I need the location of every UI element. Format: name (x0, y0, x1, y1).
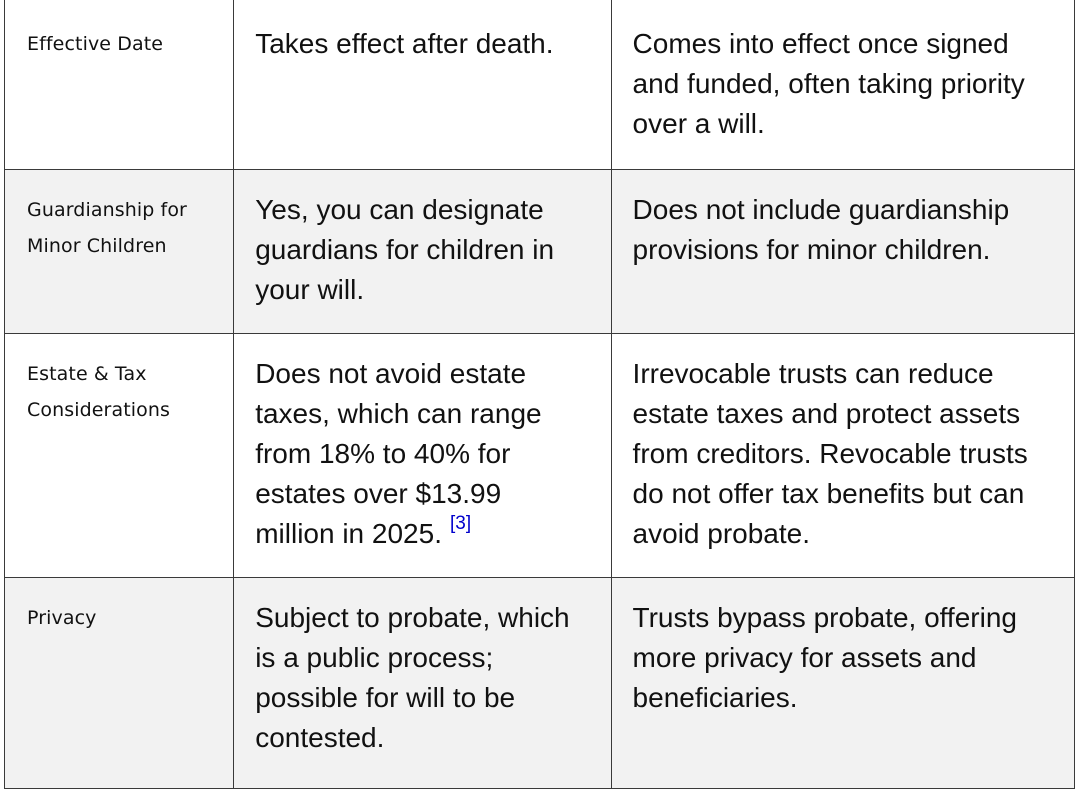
trust-text: Comes into effect once signed and funded, often taking priority over a will. (632, 28, 1025, 139)
trust-text: Does not include guardianship provisions for minor children. (632, 194, 1010, 265)
will-text: Yes, you can designate guardians for children in your will. (255, 194, 555, 305)
trust-cell (611, 334, 1074, 578)
will-cell (234, 578, 611, 789)
row-label: Estate & Tax Considerations (27, 363, 171, 421)
citation-link[interactable]: [3] (449, 513, 472, 534)
will-text: Does not avoid estate taxes, which can range from 18% to 40% for estates over $13.99 million in 2025. (255, 358, 542, 549)
trust-text: Irrevocable trusts can reduce estate taxes and protect assets from creditors. Revocable trusts do not offer tax benefits but can avoid probate. (632, 358, 1028, 549)
row-label-cell (5, 578, 234, 789)
row-label-cell (5, 170, 234, 334)
row-label: Privacy (27, 607, 97, 629)
trust-cell (611, 578, 1074, 789)
row-label-cell (5, 0, 234, 170)
row-label: Effective Date (27, 33, 164, 55)
will-text-wrap (234, 334, 610, 558)
table-row (5, 170, 1075, 334)
trust-cell (611, 170, 1074, 334)
table-row (5, 0, 1075, 170)
will-cell (234, 0, 611, 170)
table-row (5, 578, 1075, 789)
trust-cell (611, 0, 1074, 170)
table-row (5, 334, 1075, 578)
will-cell (234, 334, 611, 578)
will-text: Subject to probate, which is a public process; possible for will to be contested. (255, 602, 570, 753)
will-text: Takes effect after death. (255, 28, 554, 59)
trust-text: Trusts bypass probate, offering more privacy for assets and beneficiaries. (632, 602, 1017, 713)
row-label-cell (5, 334, 234, 578)
will-cell (234, 170, 611, 334)
row-label: Guardianship for Minor Children (27, 199, 187, 257)
comparison-table (4, 0, 1075, 789)
